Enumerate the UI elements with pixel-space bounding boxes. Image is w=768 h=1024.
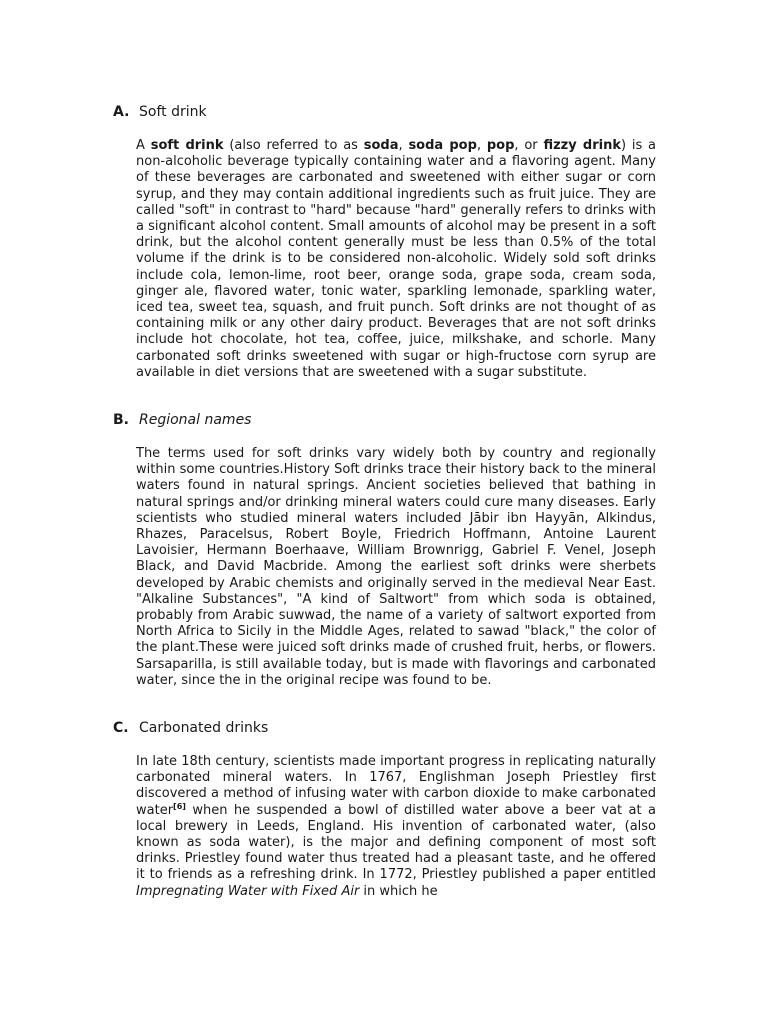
section-heading-regional-names: [113, 411, 251, 429]
italic-title: Impregnating Water with Fixed Air: [136, 883, 360, 899]
bold-term: fizzy drink: [543, 138, 621, 153]
section-title: Regional names: [139, 412, 252, 428]
text-run: ,: [398, 138, 409, 153]
text-run: In late 18th century, scientists made important progress in replicating naturally carbonated mineral waters. In 1767, Englishman Joseph Priestley first discovered a method of infusing water with carbon dioxide to make carbonated water: [136, 754, 656, 818]
bold-term: soda: [363, 138, 399, 153]
paragraph-carbonated-drinks: [136, 754, 656, 900]
text-run: ,: [476, 138, 487, 153]
text-run: , or: [514, 138, 544, 153]
section-letter: C.: [113, 720, 129, 736]
footnote-reference[interactable]: [6]: [173, 801, 186, 811]
text-run: A: [136, 138, 151, 153]
section-title: Soft drink: [139, 104, 207, 120]
bold-term: soft drink: [150, 138, 224, 153]
section-heading-carbonated-drinks: [113, 719, 268, 737]
text-run: when he suspended a bowl of distilled water above a beer vat at a local brewery in Leeds, England. His invention of carbonated water, (also known as soda water), is the major and defining component of most soft drinks. Priestley found water thus treated had a pleasant taste, and he offered it to friends as a refreshing drink. In 1772, Priestley published a paper entitled: [136, 802, 656, 883]
text-run: ) is a non-alcoholic beverage typically containing water and a flavoring agent. Many of these beverages are carbonated and sweetened with either sugar or corn syrup, and they may contain additional ingredients such as fruit juice. They are called "soft" in contrast to "hard" because "hard" generally refers to drinks with a significant alcohol content. Small amounts of alcohol may be present in a soft drink, but the alcohol content generally must be less than 0.5% of the total volume if the drink is to be considered non-alcoholic. Widely sold soft drinks include cola, lemon-lime, root beer, orange soda, grape soda, cream soda, ginger ale, flavored water, tonic water, sparkling lemonade, sparkling water, iced tea, sweet tea, squash, and fruit punch. Soft drinks are not thought of as containing milk or any other dairy product. Beverages that are not soft drinks include hot chocolate, hot tea, coffee, juice, milkshake, and schorle. Many carbonated soft drinks sweetened with sugar or high-fructose corn syrup are available in diet versions that are sweetened with a sugar substitute.: [136, 138, 657, 380]
section-letter: B.: [113, 412, 129, 428]
section-heading-soft-drink: [113, 103, 207, 121]
paragraph-soft-drink: [136, 138, 656, 381]
bold-term: pop: [486, 138, 515, 153]
section-letter: A.: [113, 104, 130, 120]
text-run: (also referred to as: [223, 138, 364, 153]
section-title: Carbonated drinks: [139, 720, 269, 736]
bold-term: soda pop: [408, 138, 477, 153]
text-run: in which he: [359, 883, 438, 899]
paragraph-regional-names: The terms used for soft drinks vary widely both by country and regionally within some countries.History Soft drinks trace their history back to the mineral waters found in natural springs. Ancient societies believed that bathing in natural springs and/or drinking mineral waters could cure many diseases. Early scientists who studied mineral waters included Jābir ibn Hayyān, Alkindus, Rhazes, Paracelsus, Robert Boyle, Friedrich Hoffmann, Antoine Laurent Lavoisier, Hermann Boerhaave, William Brownrigg, Gabriel F. Venel, Joseph Black, and David Macbride. Among the earliest soft drinks were sherbets developed by Arabic chemists and originally served in the medieval Near East. "Alkaline Substances", "A kind of Saltwort" from which soda is obtained, probably from Arabic suwwad, the name of a variety of saltwort exported from North Africa to Sicily in the Middle Ages, related to sawad "black," the color of the plant.These were juiced soft drinks made of crushed fruit, herbs, or flowers. Sarsaparilla, is still available today, but is made with flavorings and carbonated water, since the in the original recipe was found to be.: [136, 446, 656, 688]
